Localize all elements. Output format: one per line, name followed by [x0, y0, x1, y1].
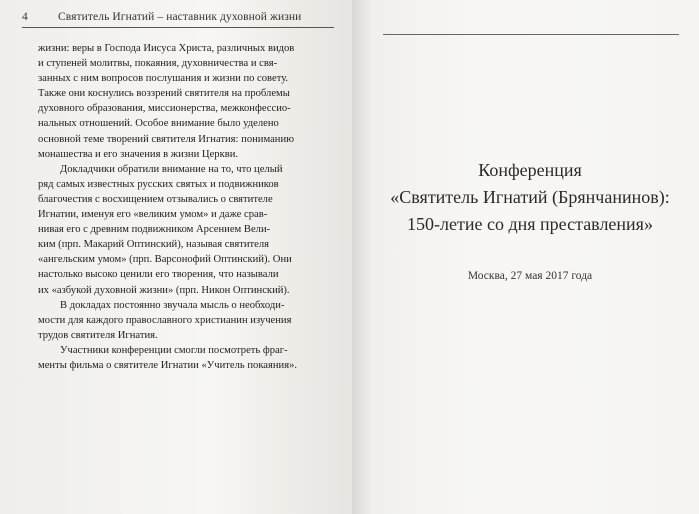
text-line: ким (прп. Макарий Оптинский), называя святителя: [38, 239, 270, 251]
text-line: «ангельским умом» (прп. Варсонофий Оптинский). Они: [38, 254, 292, 266]
text-line: нальных отношений. Особое внимание было уделено: [38, 118, 279, 130]
left-page-body: [38, 41, 332, 373]
conference-title-line: «Святитель Игнатий (Брянчанинов):: [390, 187, 670, 207]
conference-title: [370, 157, 690, 238]
text-line: настолько высоко ценили его творения, что называли: [38, 269, 279, 281]
text-line: Игнатии, именуя его «великим умом» и даже срав-: [38, 209, 268, 221]
text-line: их «азбукой духовной жизни» (прп. Никон Оптинский).: [38, 284, 290, 296]
conference-title-line: 150-летие со дня преставления»: [407, 214, 653, 234]
header-rule: [22, 27, 334, 28]
text-line: монашества и его значения в жизни Церкви.: [38, 148, 239, 160]
text-line: жизни: веры в Господа Иисуса Христа, различных видов: [38, 43, 295, 54]
right-page: [352, 0, 699, 514]
conference-date: Москва, 27 мая 2017 года: [467, 270, 593, 282]
page-number: 4: [22, 11, 28, 23]
text-line: Участники конференции смогли посмотреть фраг-: [60, 344, 288, 356]
text-line: нивая его с древним подвижником Арсением Вели-: [38, 224, 271, 236]
left-page-header: [22, 10, 334, 26]
running-title: Святитель Игнатий – наставник духовной жизни: [58, 11, 302, 23]
text-line: и ступеней молитвы, покаяния, духовничества и свя-: [38, 58, 278, 70]
text-line: основной теме творений святителя Игнатия: пониманию: [38, 133, 295, 145]
right-page-rule: [383, 34, 679, 35]
text-line: занных с ним вопросов послушания и жизни по совету.: [38, 73, 289, 85]
text-line: трудов святителя Игнатия.: [38, 329, 158, 341]
text-line: Также они коснулись воззрений святителя на проблемы: [38, 88, 290, 100]
text-line: благочестия с восхищением отзывались о святителе: [38, 193, 273, 205]
text-line: менты фильма о святителе Игнатии «Учитель покаяния».: [38, 359, 298, 371]
text-line: мости для каждого православного христианин изучения: [38, 314, 292, 326]
text-line: духовного образования, миссионерства, межконфессио-: [38, 103, 291, 115]
text-line: В докладах постоянно звучала мысль о необходи-: [60, 299, 285, 311]
text-line: Докладчики обратили внимание на то, что целый: [60, 163, 283, 175]
text-line: ряд самых известных русских святых и подвижников: [38, 178, 279, 190]
conference-title-line: Конференция: [478, 160, 582, 180]
